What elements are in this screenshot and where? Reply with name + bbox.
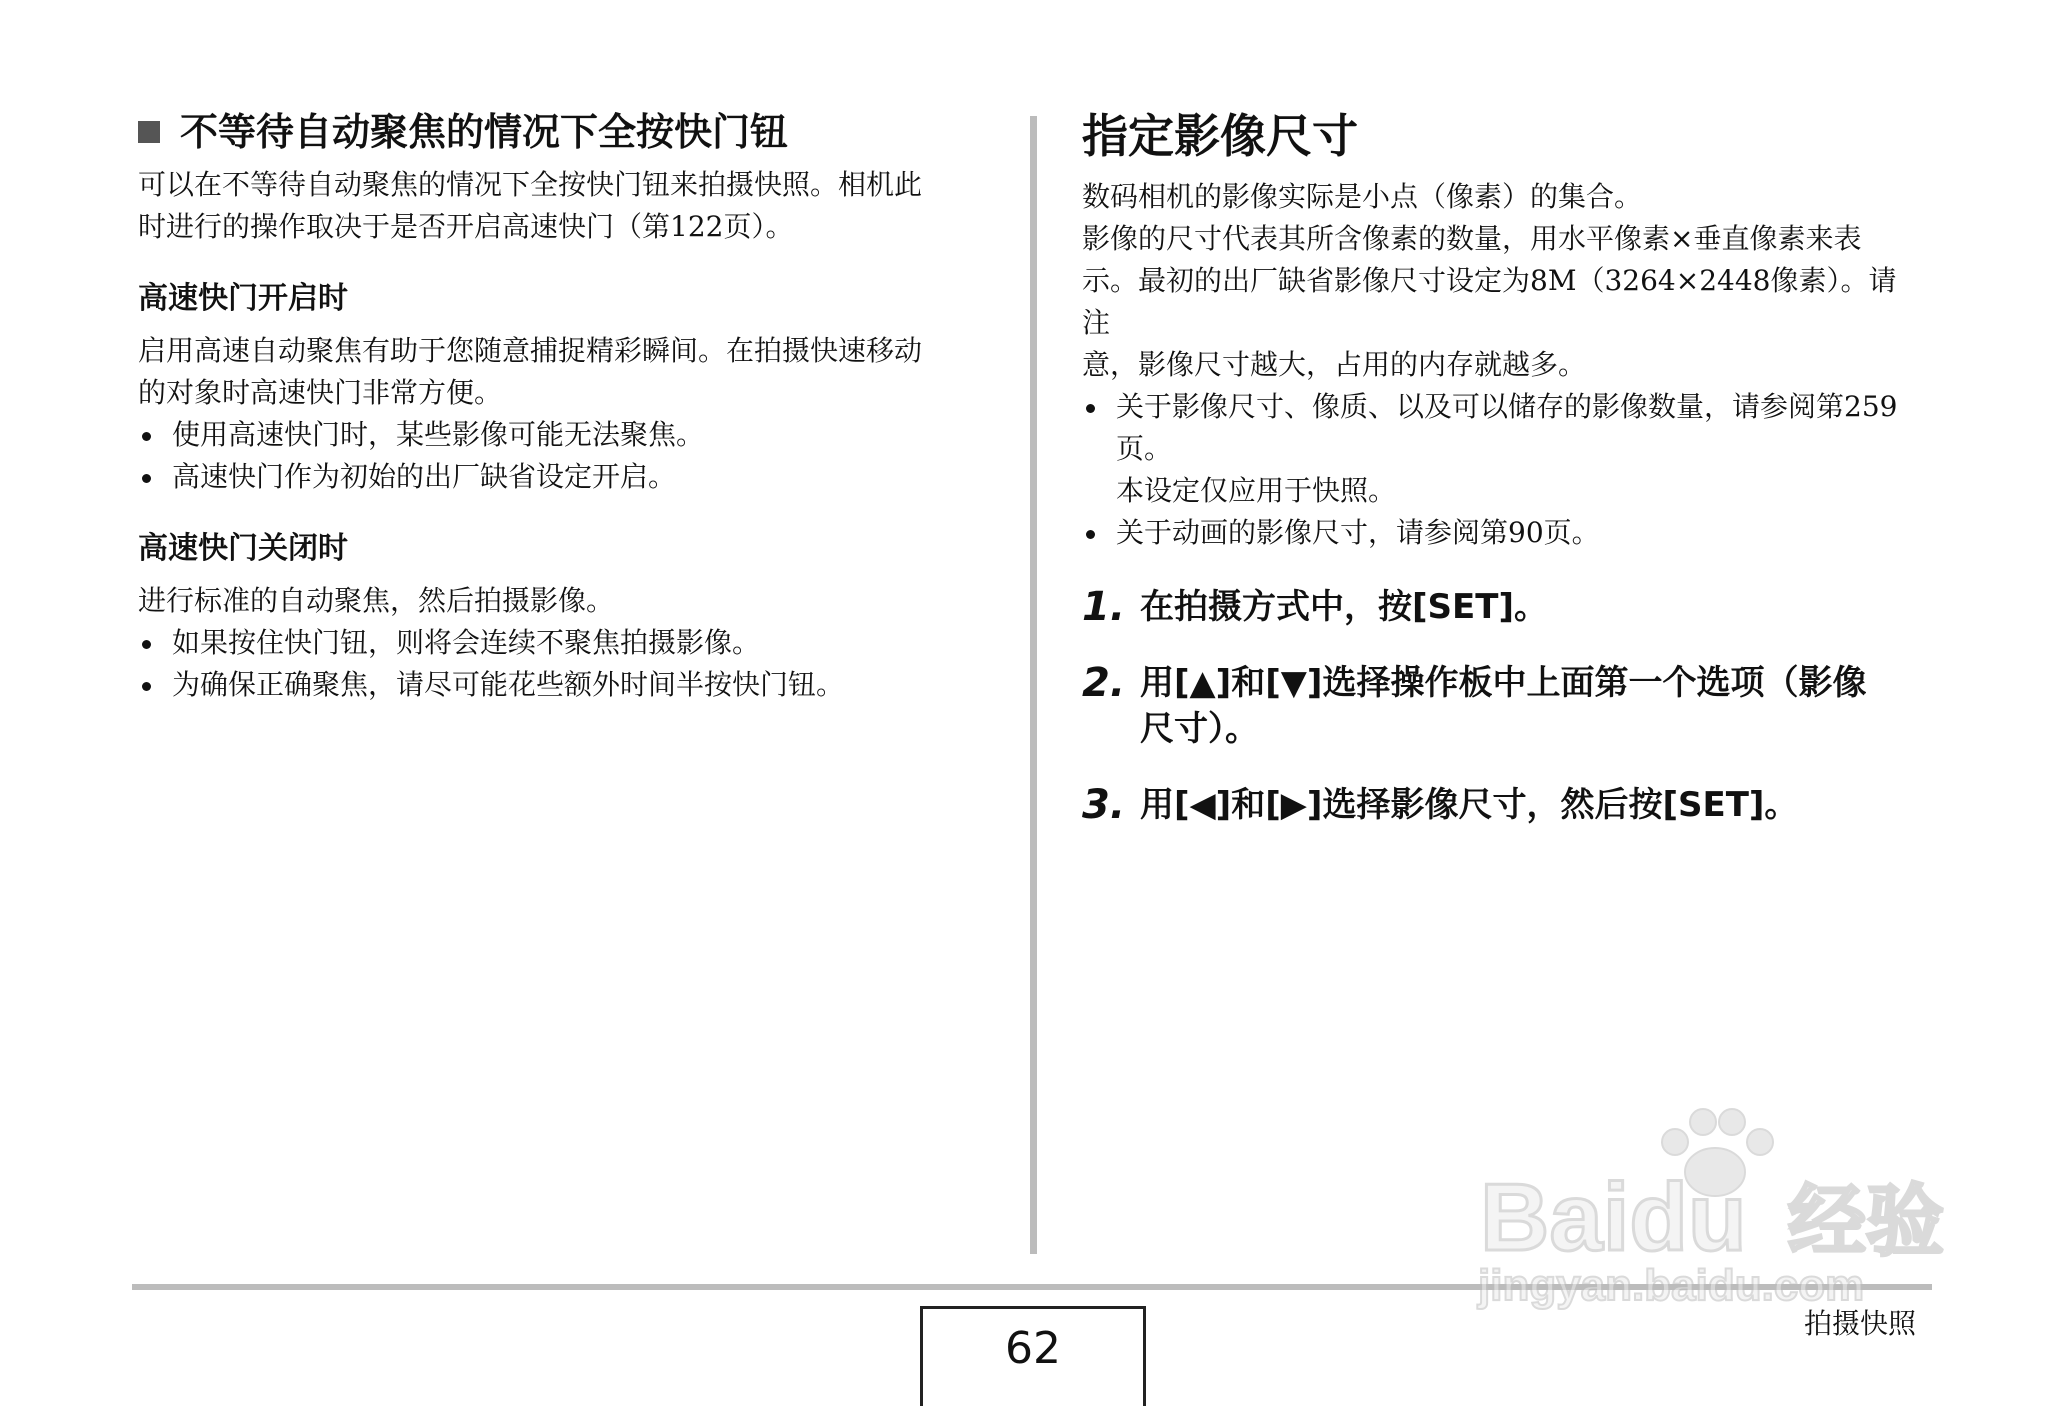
fast-on-text-2: 的对象时高速快门非常方便。: [138, 376, 503, 409]
bullet-dot-icon: [142, 474, 151, 483]
list-item: [1082, 512, 1922, 554]
intro-paragraph: 数码相机的影像实际是小点（像素）的集合。: [1082, 180, 1643, 213]
bullet-text: 高速快门作为初始的出厂缺省设定开启。: [172, 460, 677, 493]
list-item-continuation: [1082, 428, 1922, 470]
subheading-fast-shutter-on: 高速快门开启时: [138, 281, 348, 316]
bullet-dot-icon: [142, 640, 151, 649]
bullet-text: 页。: [1116, 432, 1173, 465]
step-text-line-1: 用[▲]和[▼]选择操作板中上面第一个选项（影像: [1140, 663, 1867, 703]
size-paragraph-line-2: 示。最初的出厂缺省影像尺寸设定为8M（3264×2448像素）。请注: [1082, 264, 1897, 339]
watermark-url: jingyan.baidu.com: [1478, 1261, 1865, 1310]
list-item-note: [1082, 470, 1922, 512]
list-item: [138, 456, 988, 498]
list-item: [138, 414, 988, 456]
step-3: [1082, 782, 1922, 828]
page-number-box: [920, 1306, 1146, 1406]
baidu-jingyan-watermark: [1470, 1100, 1950, 1320]
step-text: 在拍摄方式中，按[SET]。: [1140, 587, 1548, 627]
bullet-text: 为确保正确聚焦，请尽可能花些额外时间半按快门钮。: [172, 668, 845, 701]
step-text-line-2: 尺寸）。: [1140, 709, 1259, 749]
bullet-text: 关于动画的影像尺寸，请参阅第90页。: [1116, 516, 1600, 549]
bullet-text: 使用高速快门时，某些影像可能无法聚焦。: [172, 418, 705, 451]
bullet-dot-icon: [142, 682, 151, 691]
size-paragraph-line-3: 意，影像尺寸越大，占用的内存就越多。: [1082, 348, 1587, 381]
section-title-text: 不等待自动聚焦的情况下全按快门钮: [180, 110, 789, 154]
page-title: 指定影像尺寸: [1082, 109, 1358, 163]
step-number: 3.: [1082, 782, 1126, 828]
left-column: [138, 108, 988, 706]
section-title-shutter: [138, 108, 988, 156]
square-bullet-icon: [138, 121, 160, 143]
step-text-block: [1140, 660, 1922, 752]
fast-on-text-1: 启用高速自动聚焦有助于您随意捕捉精彩瞬间。在拍摄快速移动: [138, 334, 923, 367]
size-paragraph-line-1: 影像的尺寸代表其所含像素的数量，用水平像素×垂直像素来表: [1082, 222, 1862, 255]
section-footer-label: 拍摄快照: [1804, 1307, 1917, 1340]
vertical-divider: [1030, 116, 1037, 1254]
page-number: 62: [1005, 1323, 1061, 1374]
bullet-dot-icon: [1086, 404, 1095, 413]
watermark-brand: Baidu: [1480, 1164, 1747, 1271]
bullet-dot-icon: [1086, 530, 1095, 539]
fast-off-text: 进行标准的自动聚焦，然后拍摄影像。: [138, 584, 615, 617]
bullet-text: 关于影像尺寸、像质、以及可以储存的影像数量，请参阅第259: [1116, 390, 1898, 423]
step-1: [1082, 584, 1922, 630]
list-item: [1082, 386, 1922, 428]
intro-line-2: 时进行的操作取决于是否开启高速快门（第122页）。: [138, 210, 794, 243]
step-2: [1082, 660, 1922, 752]
right-column: [1082, 108, 1922, 828]
intro-line-1: 可以在不等待自动聚焦的情况下全按快门钮来拍摄快照。相机此: [138, 168, 923, 201]
step-number: 1.: [1082, 584, 1126, 630]
bullet-text: 如果按住快门钮，则将会连续不聚焦拍摄影像。: [172, 626, 761, 659]
subheading-fast-shutter-off: 高速快门关闭时: [138, 531, 348, 566]
step-text: 用[◀]和[▶]选择影像尺寸，然后按[SET]。: [1140, 785, 1799, 825]
fast-on-bullet-list: [138, 414, 988, 498]
step-number: 2.: [1082, 660, 1126, 706]
fast-off-bullet-list: [138, 622, 988, 706]
note-text: 本设定仅应用于快照。: [1116, 474, 1397, 507]
right-bullet-list: [1082, 386, 1922, 554]
list-item: [138, 622, 988, 664]
list-item: [138, 664, 988, 706]
bullet-dot-icon: [142, 432, 151, 441]
watermark-cn: 经验: [1788, 1177, 1945, 1267]
